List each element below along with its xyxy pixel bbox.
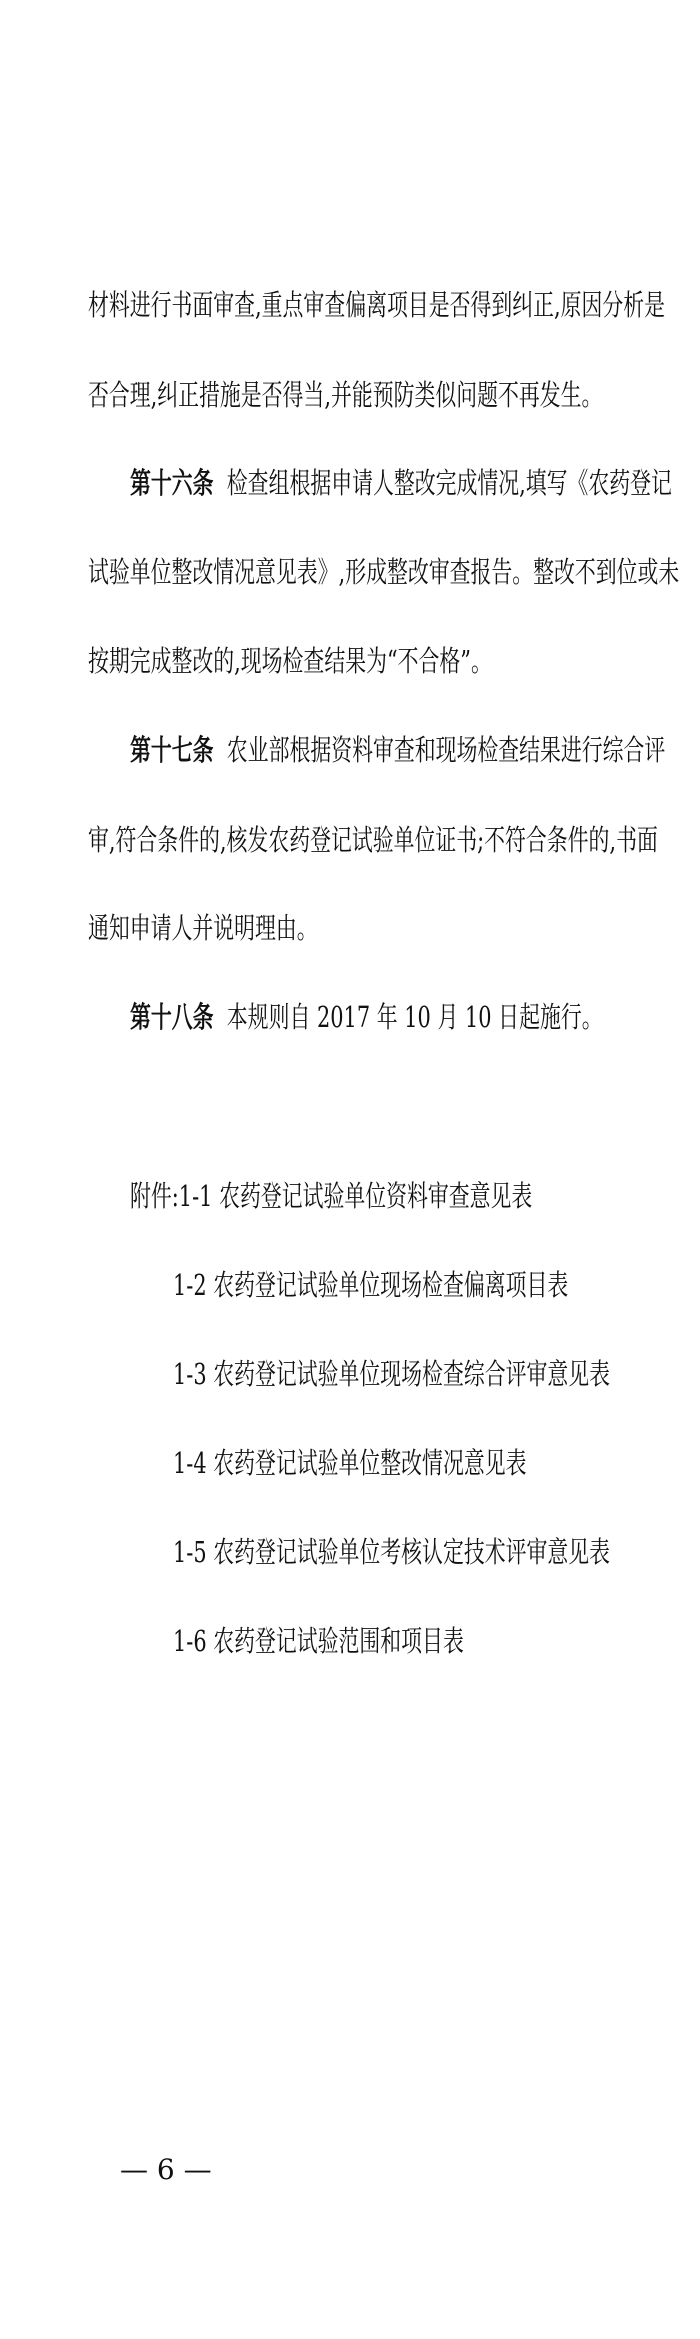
attachment-item-5: 1-5 农药登记试验单位考核认定技术评审意见表 (173, 1535, 610, 1569)
attachment-line-1 (130, 1176, 532, 1216)
article-16-spacer (214, 466, 227, 500)
article-16-line-2: 试验单位整改情况意见表》,形成整改审查报告。整改不到位或未 (88, 555, 680, 589)
attachment-item-6: 1-6 农药登记试验范围和项目表 (173, 1624, 464, 1658)
article-17-line-2: 审,符合条件的,核发农药登记试验单位证书;不符合条件的,书面 (88, 823, 658, 857)
article-15-line-1: 材料进行书面审查,重点审查偏离项目是否得到纠正,原因分析是 (88, 288, 666, 322)
article-18-spacer (214, 1000, 227, 1034)
article-17-line-1: 农业部根据资料审查和现场检查结果进行综合评 (226, 733, 666, 767)
article-18-heading: 第十八条 (130, 1000, 214, 1034)
attachment-item-4: 1-4 农药登记试验单位整改情况意见表 (173, 1446, 527, 1480)
article-17-line-3: 通知申请人并说明理由。 (88, 911, 318, 945)
attachment-item-3: 1-3 农药登记试验单位现场检查综合评审意见表 (173, 1357, 610, 1391)
attachment-item-2: 1-2 农药登记试验单位现场检查偏离项目表 (173, 1268, 569, 1302)
article-17-heading: 第十七条 (130, 733, 214, 767)
attachment-item-1: 1-1 农药登记试验单位资料审查意见表 (178, 1179, 533, 1213)
article-16-heading: 第十六条 (130, 466, 214, 500)
article-15-line-2: 否合理,纠正措施是否得当,并能预防类似问题不再发生。 (88, 378, 603, 412)
article-18-line-1: 本规则自 2017 年 10 月 10 日起施行。 (226, 1000, 603, 1034)
article-16-line-1: 检查组根据申请人整改完成情况,填写《农药登记 (226, 466, 672, 500)
page-number: — 6 — (120, 2153, 212, 2186)
article-18-line (130, 997, 603, 1037)
article-17-spacer (214, 733, 227, 767)
attachments-prefix: 附件: (130, 1179, 179, 1213)
article-16-line-3: 按期完成整改的,现场检查结果为“不合格”。 (88, 644, 492, 678)
article-17-first-line (130, 730, 665, 770)
article-16-first-line (130, 463, 672, 503)
